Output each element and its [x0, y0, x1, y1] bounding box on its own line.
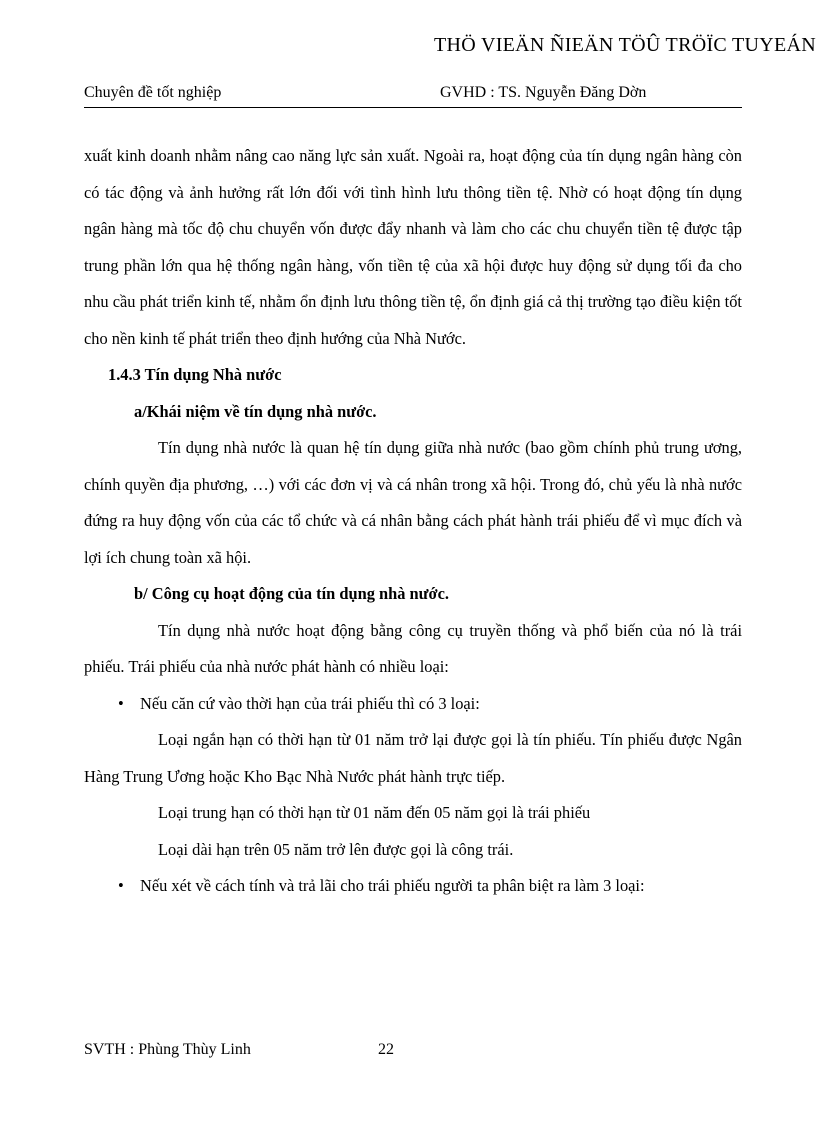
paragraph-2: Tín dụng nhà nước là quan hệ tín dụng giữa nhà nước (bao gồm chính phủ trung ương, chính quyền địa phương, …) với các đơn vị và cá nhân trong xã hội. Trong đó, chủ yếu là nhà nước đứng ra huy động vốn của các tổ chức và cá nhân bằng cách phát hành trái phiếu để vì mục đích và lợi ích chung toàn xã hội. [84, 438, 742, 567]
sub-item-2: Loại trung hạn có thời hạn từ 01 năm đến 05 năm gọi là trái phiếu [158, 803, 591, 822]
heading-a: a/Khái niệm về tín dụng nhà nước. [134, 401, 377, 421]
header-supervisor: GVHD : TS. Nguyễn Đăng Dờn [440, 84, 647, 101]
bullet-text-1: Nếu căn cứ vào thời hạn của trái phiếu thì có 3 loại: [140, 693, 480, 713]
paragraph-1: xuất kinh doanh nhằm nâng cao năng lực sản xuất. Ngoài ra, hoạt động của tín dụng ngân hàng còn có tác động và ảnh hưởng rất lớn đối với tình hình lưu thông tiền tệ. Nhờ có hoạt động tín dụng ngân hàng mà tốc độ chu chuyển vốn được đẩy nhanh và làm cho các chu chuyển tiền tệ được tập trung phần lớn qua hệ thống ngân hàng, vốn tiền tệ của xã hội được huy động sử dụng tối đa cho nhu cầu phát triển kinh tế, nhằm ổn định lưu thông tiền tệ, ổn định giá cả thị trường tạo điều kiện tốt cho nền kinh tế phát triển theo định hướng của Nhà Nước. [84, 146, 742, 348]
bullet-item-2 [84, 868, 742, 905]
bullet-icon: • [118, 876, 124, 895]
bullet-icon: • [118, 693, 124, 713]
watermark: THÖ VIEÄN ÑIEÄN TÖÛ TRÖÏC TUYEÁN [434, 34, 816, 56]
sub-item-3: Loại dài hạn trên 05 năm trở lên được gọi là công trái. [158, 839, 514, 859]
footer-student: SVTH : Phùng Thùy Linh [84, 1041, 251, 1058]
header-subject: Chuyên đề tốt nghiệp [84, 84, 222, 101]
sub-item-1: Loại ngắn hạn có thời hạn từ 01 năm trở lại được gọi là tín phiếu. Tín phiếu được Ngân Hàng Trung Ương hoặc Kho Bạc Nhà Nước phát hành trực tiếp. [84, 730, 742, 786]
paragraph-3: Tín dụng nhà nước hoạt động bằng công cụ truyền thống và phổ biến của nó là trái phiếu. Trái phiếu của nhà nước phát hành có nhiều loại: [84, 620, 742, 676]
heading-1-4-3: 1.4.3 Tín dụng Nhà nước [108, 365, 282, 384]
heading-b: b/ Công cụ hoạt động của tín dụng nhà nước. [134, 584, 449, 603]
header-rule [84, 107, 742, 108]
page-number: 22 [378, 1041, 394, 1058]
bullet-text-2: Nếu xét về cách tính và trả lãi cho trái phiếu người ta phân biệt ra làm 3 loại: [140, 876, 645, 895]
body-content [84, 138, 742, 905]
bullet-item-1 [84, 686, 742, 723]
